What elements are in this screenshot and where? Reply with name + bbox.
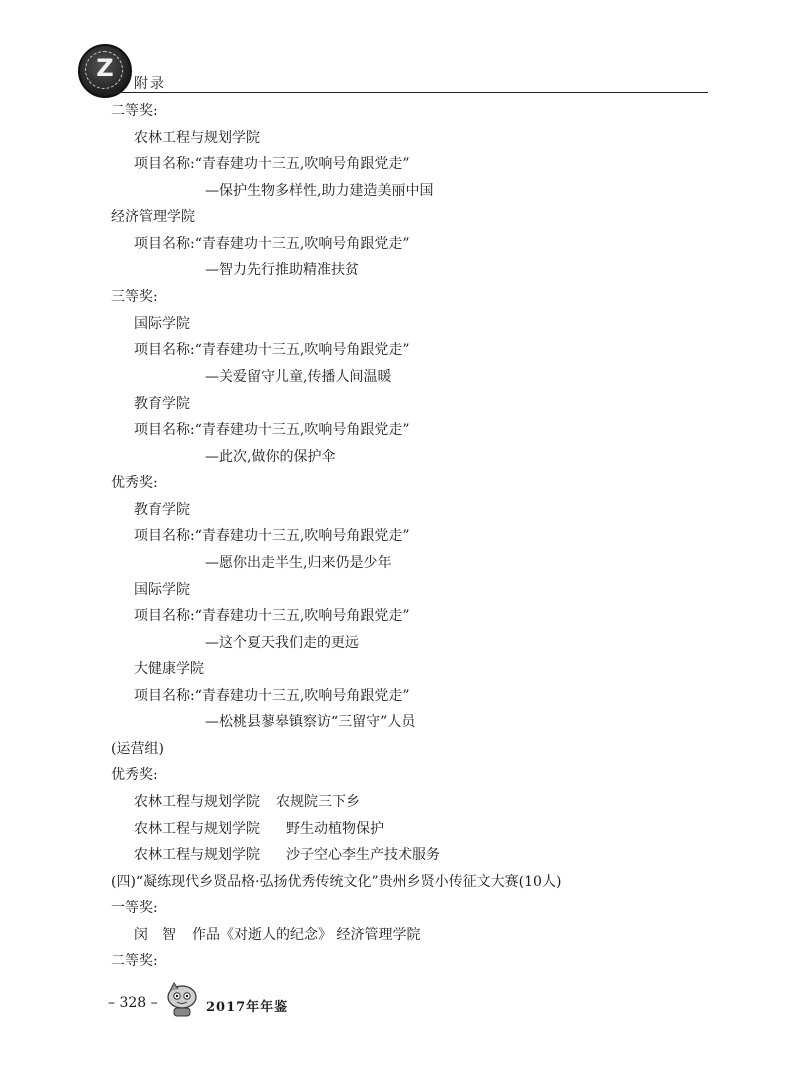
winner-name: 闵 智: [134, 927, 176, 943]
second-prize-label: 二等奖:: [111, 103, 158, 119]
project-subtitle: —关爱留守儿童,传播人间温暖: [205, 369, 392, 385]
page-header: [0, 0, 793, 100]
project-subtitle: —愿你出走半生,归来仍是少年: [205, 555, 392, 571]
project-title: 项目名称:“青春建功十三五,吹响号角跟党走”: [134, 342, 410, 358]
college-name: 国际学院: [134, 316, 190, 332]
college-name: 教育学院: [134, 502, 190, 518]
ops-group-label: (运营组): [111, 741, 164, 757]
first-prize-label: 一等奖:: [111, 900, 158, 916]
project-subtitle: —松桃县蓼皋镇察访“三留守”人员: [205, 714, 416, 730]
project-name: 沙子空心李生产技术服务: [286, 847, 440, 863]
award-row: [134, 820, 384, 838]
project-subtitle: —这个夏天我们走的更远: [205, 635, 359, 651]
award-row: [134, 846, 440, 864]
mascot-icon: [162, 979, 202, 1019]
project-title: 项目名称:“青春建功十三五,吹响号角跟党走”: [134, 236, 410, 252]
excellent-prize-label: 优秀奖:: [111, 475, 158, 491]
section-heading: (四)“凝练现代乡贤品格·弘扬优秀传统文化”贵州乡贤小传征文大赛(10人): [111, 874, 562, 890]
third-prize-label: 三等奖:: [111, 289, 158, 305]
project-title: 项目名称:“青春建功十三五,吹响号角跟党走”: [134, 156, 410, 172]
university-seal-icon: [78, 44, 132, 98]
page-number: – 328 –: [108, 995, 158, 1011]
college-name: 教育学院: [134, 396, 190, 412]
project-title: 项目名称:“青春建功十三五,吹响号角跟党走”: [134, 688, 410, 704]
second-prize-label: 二等奖:: [111, 953, 158, 969]
project-subtitle: —保护生物多样性,助力建造美丽中国: [205, 183, 434, 199]
section-label: 附录: [134, 76, 166, 92]
project-subtitle: —此次,做你的保护伞: [205, 449, 336, 465]
project-subtitle: —智力先行推助精准扶贫: [205, 262, 359, 278]
college-name: 国际学院: [134, 582, 190, 598]
project-title: 项目名称:“青春建功十三五,吹响号角跟党走”: [134, 422, 410, 438]
project-name: 野生动植物保护: [286, 821, 384, 837]
college-name: 经济管理学院: [111, 209, 195, 225]
college-name: 经济管理学院: [336, 927, 421, 943]
project-title: 项目名称:“青春建功十三五,吹响号角跟党走”: [134, 528, 410, 544]
college-name: 农林工程与规划学院: [134, 847, 260, 863]
yearbook-title: 2017年年鉴: [206, 1000, 289, 1015]
award-row: [134, 926, 420, 944]
seal-mark: Z: [96, 54, 114, 82]
ops-excellent-label: 优秀奖:: [111, 767, 158, 783]
work-title: 作品《对逝人的纪念》: [192, 927, 332, 943]
project-name: 农规院三下乡: [276, 794, 360, 810]
award-row: [134, 793, 360, 811]
college-name: 农林工程与规划学院: [134, 130, 260, 146]
college-name: 农林工程与规划学院: [134, 794, 260, 810]
college-name: 农林工程与规划学院: [134, 821, 260, 837]
college-name: 大健康学院: [134, 661, 204, 677]
page-footer: [0, 975, 793, 1025]
header-divider: [110, 92, 708, 93]
project-title: 项目名称:“青春建功十三五,吹响号角跟党走”: [134, 608, 410, 624]
